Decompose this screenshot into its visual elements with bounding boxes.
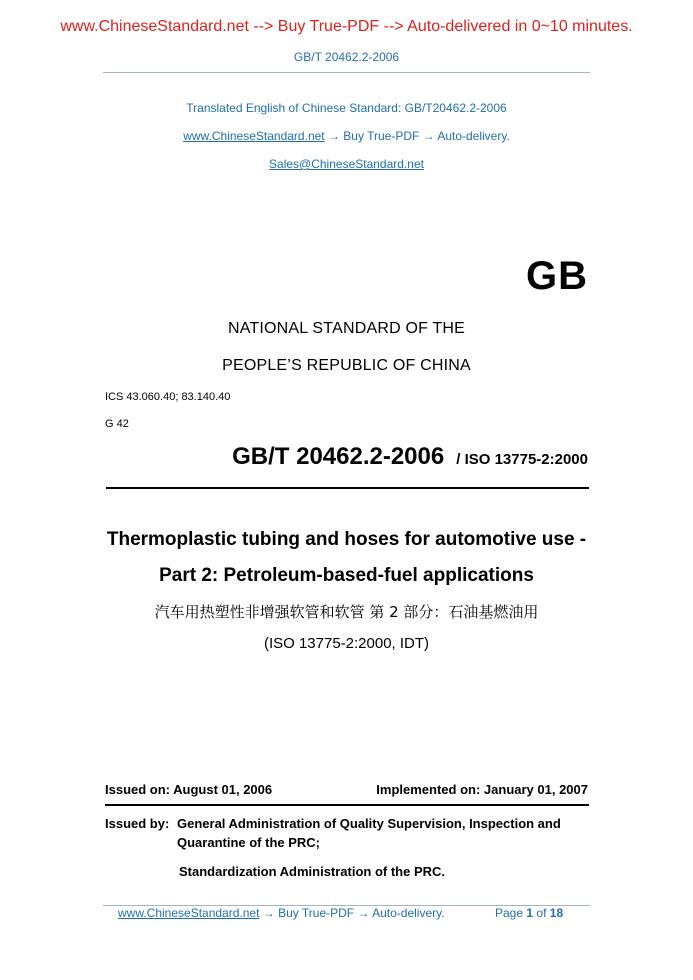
page-indicator <box>495 906 563 920</box>
gb-mark: GB <box>526 254 588 298</box>
issuer-line-1-cont: Quarantine of the PRC; <box>177 835 321 850</box>
chinese-title: 汽车用热塑性非增强软管和软管 第 2 部分：石油基燃油用 <box>154 603 539 621</box>
footer-buy-line <box>118 906 445 920</box>
footer-site-link[interactable]: www.ChineseStandard.net <box>118 906 260 920</box>
iso-reference: / ISO 13775-2:2000 <box>456 451 588 468</box>
issuer-line-2: Standardization Administration of the PRC. <box>179 864 446 879</box>
page-current: 1 <box>526 906 534 920</box>
header-divider <box>103 72 590 73</box>
title-divider <box>106 487 589 489</box>
footer-buy-text: → Buy True-PDF → Auto-delivery. <box>259 906 445 920</box>
issued-on-date: Issued on: August 01, 2006 <box>105 782 273 797</box>
site-link[interactable]: www.ChineseStandard.net <box>183 129 325 143</box>
page-label: Page <box>495 906 524 920</box>
page-total: 18 <box>549 906 564 920</box>
standard-number-row <box>232 443 588 471</box>
dates-divider <box>105 804 589 806</box>
header-standard-code: GB/T 20462.2-2006 <box>293 50 400 64</box>
dates-row <box>105 782 588 800</box>
standard-number: GB/T 20462.2-2006 <box>232 443 445 470</box>
ics-code: ICS 43.060.40; 83.140.40 <box>105 391 231 403</box>
english-title-line-1: Thermoplastic tubing and hoses for automotive use - <box>106 529 587 550</box>
buy-text: → Buy True-PDF → Auto-delivery. <box>324 129 510 143</box>
buy-line <box>0 129 693 143</box>
page-of: of <box>536 906 547 920</box>
country-line: PEOPLE’S REPUBLIC OF CHINA <box>222 357 471 374</box>
translated-note: Translated English of Chinese Standard: GB/T20462.2-2006 <box>186 101 507 115</box>
issued-by-label: Issued by: <box>105 816 170 831</box>
issuer-line-1: General Administration of Quality Supervision, Inspection and <box>177 816 561 831</box>
classification-code: G 42 <box>105 418 129 430</box>
national-standard-line: NATIONAL STANDARD OF THE <box>227 320 466 337</box>
top-banner-link[interactable]: www.ChineseStandard.net --> Buy True-PDF --> Auto-delivered in 0~10 minutes. <box>60 18 633 35</box>
english-title-line-2: Part 2: Petroleum-based-fuel applications <box>159 565 534 586</box>
sales-email-link[interactable]: Sales@ChineseStandard.net <box>269 157 424 171</box>
implemented-on-date: Implemented on: January 01, 2007 <box>376 782 588 797</box>
sales-line <box>0 157 693 171</box>
idt-reference: (ISO 13775-2:2000, IDT) <box>263 635 430 652</box>
